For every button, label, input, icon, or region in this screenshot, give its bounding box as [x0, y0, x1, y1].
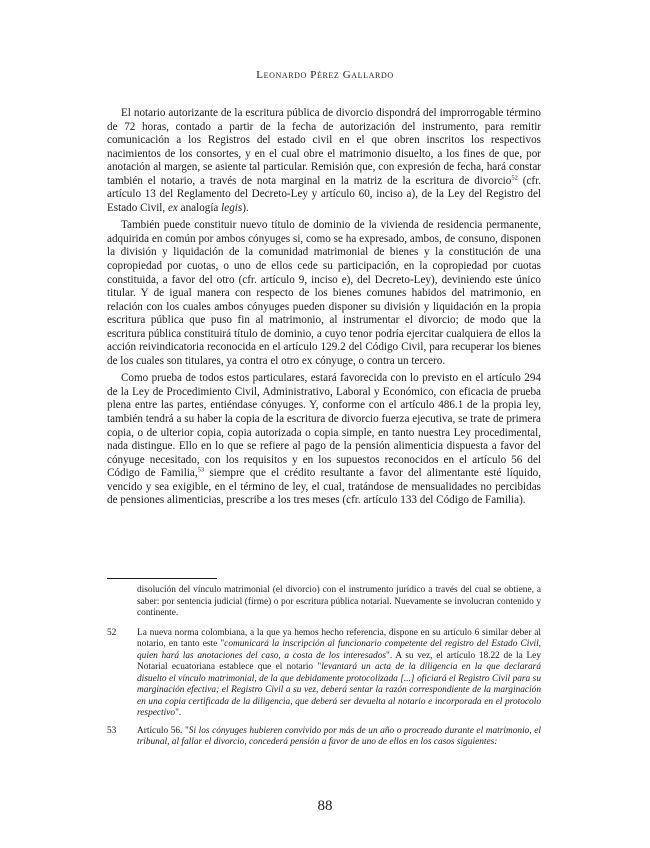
footnote-53-quote: Si los cónyuges hubieren convivido por más de un año o procreado durante el matrimonio, el tribunal, al fallar el divorcio, concederá pensión a favor de uno de ellos en los casos siguientes:: [137, 725, 541, 747]
footnotes-area: [107, 585, 541, 755]
paragraph-3-text-a: Como prueba de todos estos particulares, estará favorecida con lo previsto en el artículo 294 de la Ley de Procedimiento Civil, Administrativo, Laboral y Económico, con eficacia de prueba plena entre las partes, entiéndase cónyuges. Y, conforme con el artículo 486.1 de la propia ley, también tendrá a su haber la copia de la escritura de divorcio fuerza ejecutiva, se trate de primera copia, o de ulterior copia, copia autorizada o copia simple, en tanto nuestra Ley procedimental, nada distingue. Ello en lo que se refiere al pago de la pensión alimenticia dispuesta a favor del cónyuge necesitado, con los requisitos y en los supuestos reconocidos en el artículo 56 del Código de Familia,: [107, 372, 541, 480]
footnote-ref-53[interactable]: 53: [197, 466, 205, 474]
footnote-52-number: 52: [107, 627, 117, 638]
paragraph-1-italic-ex: ex: [167, 201, 178, 214]
footnote-52-text-a: La nueva norma colombiana, a la que ya hemos hecho referencia, dispone en su artículo 6 similar deber al notario, en tanto este ": [137, 627, 541, 649]
footnote-52-text-c: ".: [175, 708, 182, 718]
main-text: [107, 107, 541, 512]
footnote-53: [107, 726, 541, 749]
paragraph-3-text-b: siempre que el crédito resultante a favor del alimentante esté líquido, vencido y sea exigible, en el término de ley, el cual, tratándose de mensualidades no percibidas de pensiones alimenticias, prescribe a los tres meses (cfr. artículo 133 del Código de Familia).: [107, 467, 541, 507]
footnote-52: [107, 628, 541, 720]
paragraph-1-text-d: ).: [242, 201, 249, 214]
footnote-53-text: [137, 726, 541, 749]
paragraph-1: [107, 107, 541, 215]
footnote-53-text-a: Artículo 56. ": [137, 725, 189, 736]
footnote-ref-52[interactable]: 52: [511, 174, 518, 182]
paragraph-2: También puede constituir nuevo título de dominio de la vivienda de residencia permanente, adquirida en común por ambos cónyuges si, como se ha expresado, ambos, de consuno, disponen la división y liquidación de la comunidad matrimonial de bienes y la constitución de una copropiedad por cuotas, o uno de ellos cede su participación, en la copropiedad por cuotas constituida, a favor del otro (cfr. artículo 9, inciso e), del Decreto-Ley), deviniendo este único titular. Y de igual manera con respecto de los bienes comunes habidos del matrimonio, en relación con los cuales ambos cónyuges pueden disponer su división y liquidación en la propia escritura pública que puso fin al matrimonio, al instrumentar el divorcio; de modo que la escritura pública constituirá título de dominio, a cuyo tenor podría ejercitar cualquiera de ellos la acción reivindicatoria reconocida en el artículo 129.2 del Código Civil, para recuperar los bienes de los cuales son titulares, ya contra el otro ex cónyuge, o contra un tercero.: [107, 219, 541, 367]
running-head-author: Leonardo Pérez Gallardo: [256, 69, 394, 81]
paragraph-3: [107, 372, 541, 507]
paragraph-1-text-c: analogía: [177, 201, 222, 214]
paragraph-1-text-b: (cfr. artículo 13 del Reglamento del Decreto-Ley y artículo 60, inciso a), de la Ley del Registro del Estado Civil,: [107, 174, 541, 214]
paragraph-1-text-a: El notario autorizante de la escritura pública de divorcio dispondrá del improrrogable término de 72 horas, contado a partir de la fecha de autorización del instrumento, para remitir comunicación a los Registros del estado civil en el que obren inscritos los respectivos nacimientos de los consortes, y en el cual obre el matrimonio disuelto, a los fines de que, por anotación al margen, se asiente tal particular. Remisión que, con expresión de fecha, hará constar también el notario, a través de nota marginal en la matriz de la escritura de divorcio: [107, 107, 541, 187]
footnote-52-quote-2: levantará un acta de la diligencia en la que declarará disuelto el vínculo matrimonial, de la que debidamente protocolizada [...] oficiará el Registro Civil para su marginación efectiva; el Registro Civil a su vez, deberá sentar la razón correspondiente de la marginación en una copia certificada de la diligencia, que deberá ser devuelta al notario e incorporada en el protocolo respectivo: [137, 662, 541, 718]
paragraph-1-italic-legis: legis: [221, 201, 243, 214]
footnote-divider: [107, 578, 217, 579]
page-number: 88: [317, 798, 333, 814]
footnote-52-text: [137, 628, 541, 720]
footnote-continuation: disolución del vínculo matrimonial (el divorcio) con el instrumento jurídico a través del cual se obtiene, a saber: por sentencia judicial (firme) o por escritura pública notarial. Nuevamente se involucran contenido y continente.: [137, 585, 541, 618]
footnote-53-number: 53: [107, 725, 117, 736]
footnote-52-quote-1: comunicará la inscripción al funcionario competente del registro del Estado Civil, quien hará las anotaciones del caso, a costa de los interesados: [137, 639, 542, 661]
footnote-52-text-b: ". A su vez, el artículo 18.22 de la Ley Notarial ecuatoriana establece que el notario ": [137, 650, 541, 672]
